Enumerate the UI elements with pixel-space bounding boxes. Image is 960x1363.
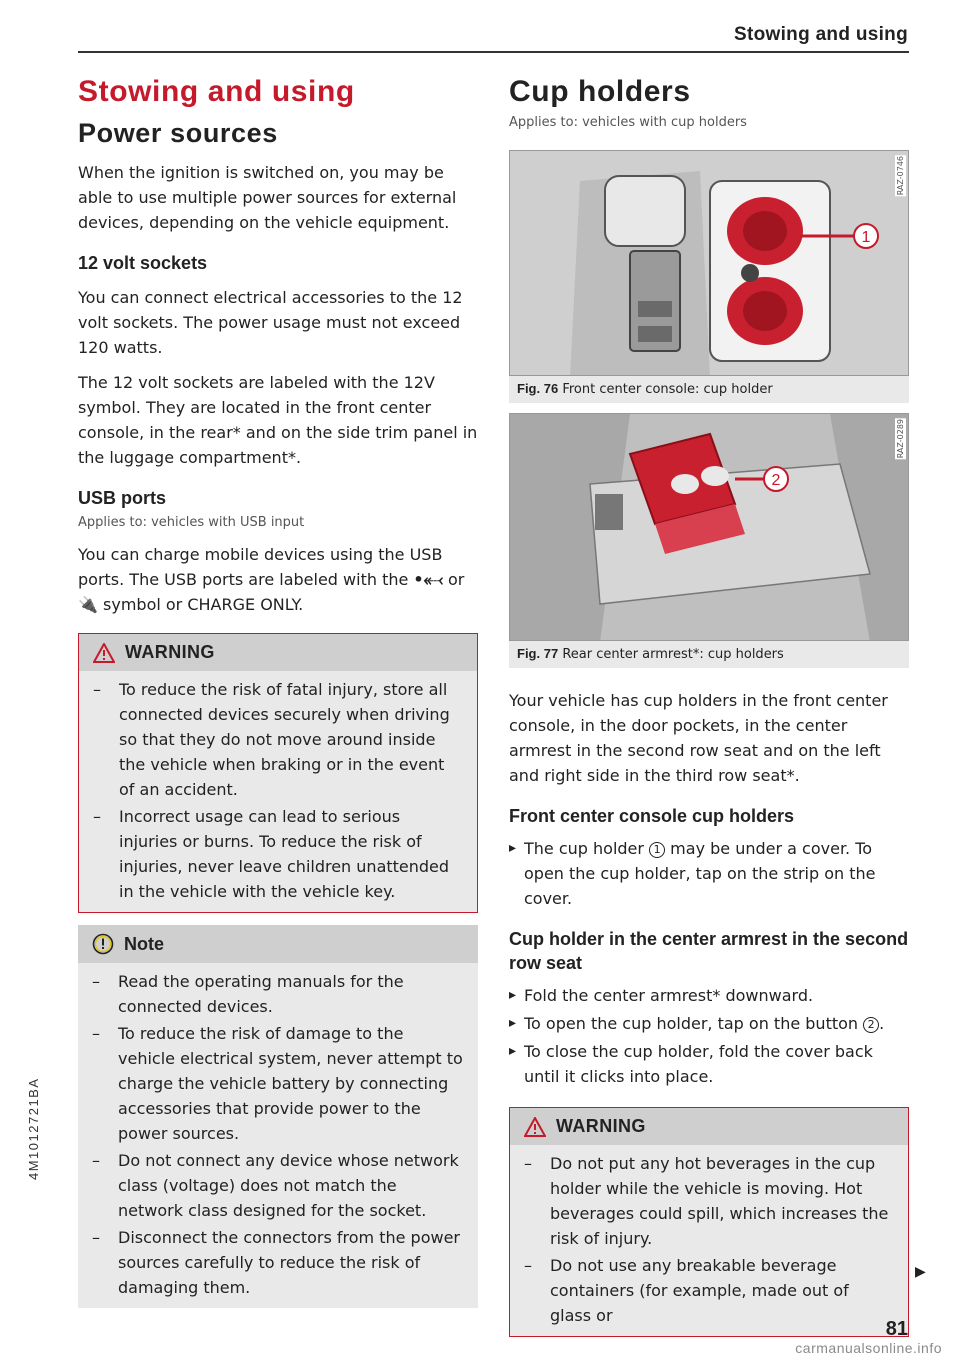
document-code: 4M1012721BA bbox=[26, 1077, 41, 1180]
header-rule bbox=[78, 51, 909, 53]
front-console-heading: Front center console cup holders bbox=[509, 806, 795, 826]
subsection-title: Power sources bbox=[78, 118, 278, 148]
figure-76-caption-text: Front center console: cup holder bbox=[562, 382, 773, 397]
callout-1-marker: 1 bbox=[649, 842, 665, 858]
warning-box-power bbox=[78, 633, 478, 913]
note-item: – Disconnect the connectors from the power sources carefully to reduce the risk of damaging them. bbox=[92, 1225, 464, 1300]
warning-box-cup bbox=[509, 1107, 909, 1337]
usb-paragraph bbox=[78, 542, 478, 617]
continue-arrow-icon: ▶ bbox=[915, 1264, 926, 1280]
armrest-step-2-start: To open the cup holder, tap on the button bbox=[524, 1014, 859, 1033]
armrest-step-1: ▸ Fold the center armrest* downward. bbox=[509, 983, 909, 1008]
figure-76-caption bbox=[509, 376, 909, 403]
volt-paragraph-1: You can connect electrical accessories to the 12 volt sockets. The power usage must not exceed 120 watts. bbox=[78, 288, 463, 357]
warning-item: – Do not use any breakable beverage containers (for example, made out of glass or bbox=[524, 1253, 894, 1328]
page-number: 81 bbox=[885, 1318, 908, 1340]
rear-armrest-illustration bbox=[510, 414, 909, 641]
note-item: – To reduce the risk of damage to the vehicle electrical system, never attempt to charge the vehicle battery by connecting accessories that provide power to the power sources. bbox=[92, 1021, 464, 1146]
warning-item: – To reduce the risk of fatal injury, store all connected devices securely when driving so that they do not move around inside the vehicle when braking or in the event of an accident. bbox=[93, 677, 463, 802]
figure-76-image bbox=[509, 150, 909, 376]
right-column bbox=[509, 62, 909, 1337]
armrest-heading: Cup holder in the center armrest in the second row seat bbox=[509, 929, 909, 973]
armrest-step-3: ▸ To close the cup holder, fold the cover back until it clicks into place. bbox=[509, 1039, 909, 1089]
cup-holders-intro: Your vehicle has cup holders in the front center console, in the door pockets, in the center armrest in the second row seat and on the left and right side in the third row seat*. bbox=[509, 691, 888, 785]
usb-ports-heading: USB ports bbox=[78, 488, 167, 508]
note-header bbox=[78, 925, 478, 963]
warning-triangle-icon bbox=[524, 1117, 546, 1137]
note-body bbox=[78, 963, 478, 1308]
note-item: – Do not connect any device whose network class (voltage) does not match the network class designed for the socket. bbox=[92, 1148, 464, 1223]
usb-text-end: symbol or CHARGE ONLY. bbox=[103, 595, 304, 614]
front-console-step bbox=[509, 836, 909, 911]
charge-symbol-icon: 🔌 bbox=[78, 595, 98, 614]
usb-applies: Applies to: vehicles with USB input bbox=[78, 515, 305, 530]
warning-title: WARNING bbox=[125, 642, 215, 662]
figure-76-code: RAZ-0746 bbox=[896, 156, 905, 196]
warning-triangle-icon bbox=[93, 643, 115, 663]
watermark: carmanualsonline.info bbox=[795, 1340, 942, 1356]
figure-77-caption bbox=[509, 641, 909, 668]
figure-77-image bbox=[509, 413, 909, 641]
front-console-illustration bbox=[510, 151, 909, 376]
warning-title: WARNING bbox=[556, 1116, 646, 1136]
front-step-text-start: The cup holder bbox=[524, 839, 644, 858]
warning-body bbox=[510, 1145, 908, 1336]
warning-item: – Incorrect usage can lead to serious injuries or burns. To reduce the risk of injuries, never leave children unattended in the vehicle with the vehicle key. bbox=[93, 804, 463, 904]
usb-symbol-icon: •⬷ bbox=[413, 570, 443, 589]
warning-header bbox=[79, 634, 477, 671]
left-column bbox=[78, 62, 478, 1308]
volt-sockets-heading: 12 volt sockets bbox=[78, 253, 208, 273]
armrest-step-2-end: . bbox=[879, 1014, 885, 1033]
note-box bbox=[78, 925, 478, 1308]
callout-1-label: 1 bbox=[861, 229, 871, 246]
armrest-step-2 bbox=[509, 1011, 909, 1036]
section-title: Stowing and using bbox=[78, 75, 355, 108]
figure-77-code: RAZ-0289 bbox=[896, 419, 905, 459]
front-step-text-end: may be under a cover. To open the cup holder, tap on the strip on the cover. bbox=[524, 839, 876, 908]
cup-holders-applies: Applies to: vehicles with cup holders bbox=[509, 115, 747, 130]
cup-holders-title: Cup holders bbox=[509, 75, 691, 108]
intro-paragraph: When the ignition is switched on, you may be able to use multiple power sources for external devices, depending on the vehicle equipment. bbox=[78, 163, 457, 232]
note-info-icon bbox=[92, 933, 114, 955]
figure-76 bbox=[509, 150, 909, 403]
warning-item: – Do not put any hot beverages in the cup holder while the vehicle is moving. Hot beverages could spill, which increases the risk of injury. bbox=[524, 1151, 894, 1251]
callout-2-marker: 2 bbox=[863, 1017, 879, 1033]
figure-77 bbox=[509, 413, 909, 668]
running-header: Stowing and using bbox=[734, 24, 908, 45]
usb-text-or: or bbox=[447, 570, 465, 589]
note-item: – Read the operating manuals for the connected devices. bbox=[92, 969, 464, 1019]
figure-77-label: Fig. 77 bbox=[517, 646, 559, 661]
callout-2-label: 2 bbox=[771, 472, 781, 489]
figure-76-label: Fig. 76 bbox=[517, 381, 559, 396]
note-title: Note bbox=[124, 933, 164, 954]
usb-text-start: You can charge mobile devices using the USB ports. The USB ports are labeled with the bbox=[78, 545, 443, 589]
warning-body bbox=[79, 671, 477, 912]
figure-77-caption-text: Rear center armrest*: cup holders bbox=[562, 647, 784, 662]
volt-paragraph-2: The 12 volt sockets are labeled with the 12V symbol. They are located in the front center console, in the rear* and on the side trim panel in the luggage compartment*. bbox=[78, 373, 478, 467]
warning-header bbox=[510, 1108, 908, 1145]
